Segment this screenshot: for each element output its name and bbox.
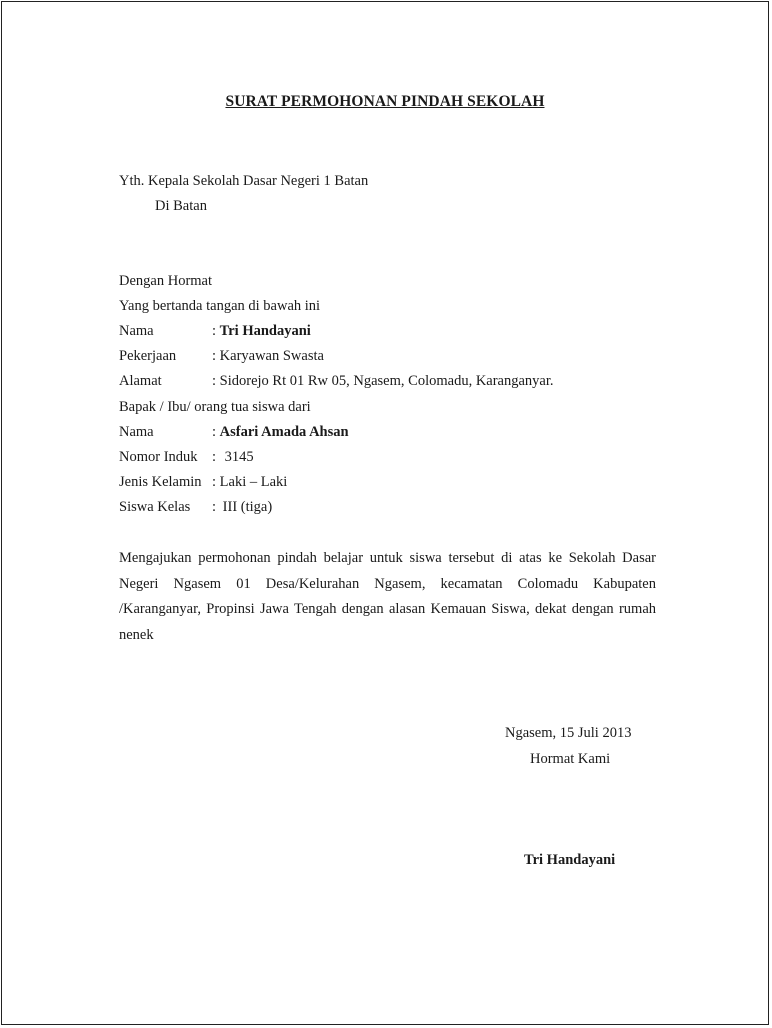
student-name-row <box>212 423 349 441</box>
recipient-line-2: Di Batan <box>155 198 207 214</box>
closing: Hormat Kami <box>530 751 611 767</box>
letter-title: SURAT PERMOHONAN PINDAH SEKOLAH <box>225 93 545 110</box>
student-class-value: III (tiga) <box>222 499 273 515</box>
student-gender-label: Jenis Kelamin <box>119 474 202 490</box>
applicant-job-label: Pekerjaan <box>119 348 177 364</box>
separator: : <box>212 424 220 440</box>
student-id-value: 3145 <box>224 449 254 465</box>
applicant-address-value: Sidorejo Rt 01 Rw 05, Ngasem, Colomadu, Karanganyar. <box>219 373 554 389</box>
applicant-name-label: Nama <box>119 323 154 339</box>
student-name-label: Nama <box>119 424 154 440</box>
student-gender-row <box>212 473 287 491</box>
separator: : <box>212 449 220 465</box>
applicant-name-value: Tri Handayani <box>219 323 311 339</box>
student-name-value: Asfari Amada Ahsan <box>219 424 349 440</box>
applicant-job-row <box>212 347 324 365</box>
student-id-label: Nomor Induk <box>119 449 198 465</box>
body-paragraph: Mengajukan permohonan pindah belajar untuk siswa tersebut di atas ke Sekolah Dasar Negeri Ngasem 01 Desa/Kelurahan Ngasem, kecamatan Colomadu Kabupaten /Karanganyar, Propinsi Jawa Tengah dengan alasan Kemauan Siswa, dekat dengan rumah nenek <box>119 550 656 643</box>
applicant-address-label: Alamat <box>119 373 162 389</box>
signature-name: Tri Handayani <box>524 852 616 868</box>
student-class-label: Siswa Kelas <box>119 499 191 515</box>
separator: : <box>212 348 220 364</box>
separator: : <box>212 373 220 389</box>
student-id-row <box>212 448 254 466</box>
letter-page <box>1 1 769 1025</box>
greeting: Dengan Hormat <box>119 273 213 289</box>
applicant-name-row <box>212 322 311 340</box>
separator: : <box>212 474 220 490</box>
student-gender-value: Laki – Laki <box>219 474 288 490</box>
recipient-line-1: Yth. Kepala Sekolah Dasar Negeri 1 Batan <box>119 173 369 189</box>
intro-line: Yang bertanda tangan di bawah ini <box>119 298 321 314</box>
applicant-job-value: Karyawan Swasta <box>219 348 324 364</box>
place-date: Ngasem, 15 Juli 2013 <box>505 725 632 741</box>
separator: : <box>212 499 220 515</box>
parent-of-line: Bapak / Ibu/ orang tua siswa dari <box>119 399 311 415</box>
separator: : <box>212 323 220 339</box>
student-class-row <box>212 498 272 516</box>
applicant-address-row <box>212 372 554 390</box>
